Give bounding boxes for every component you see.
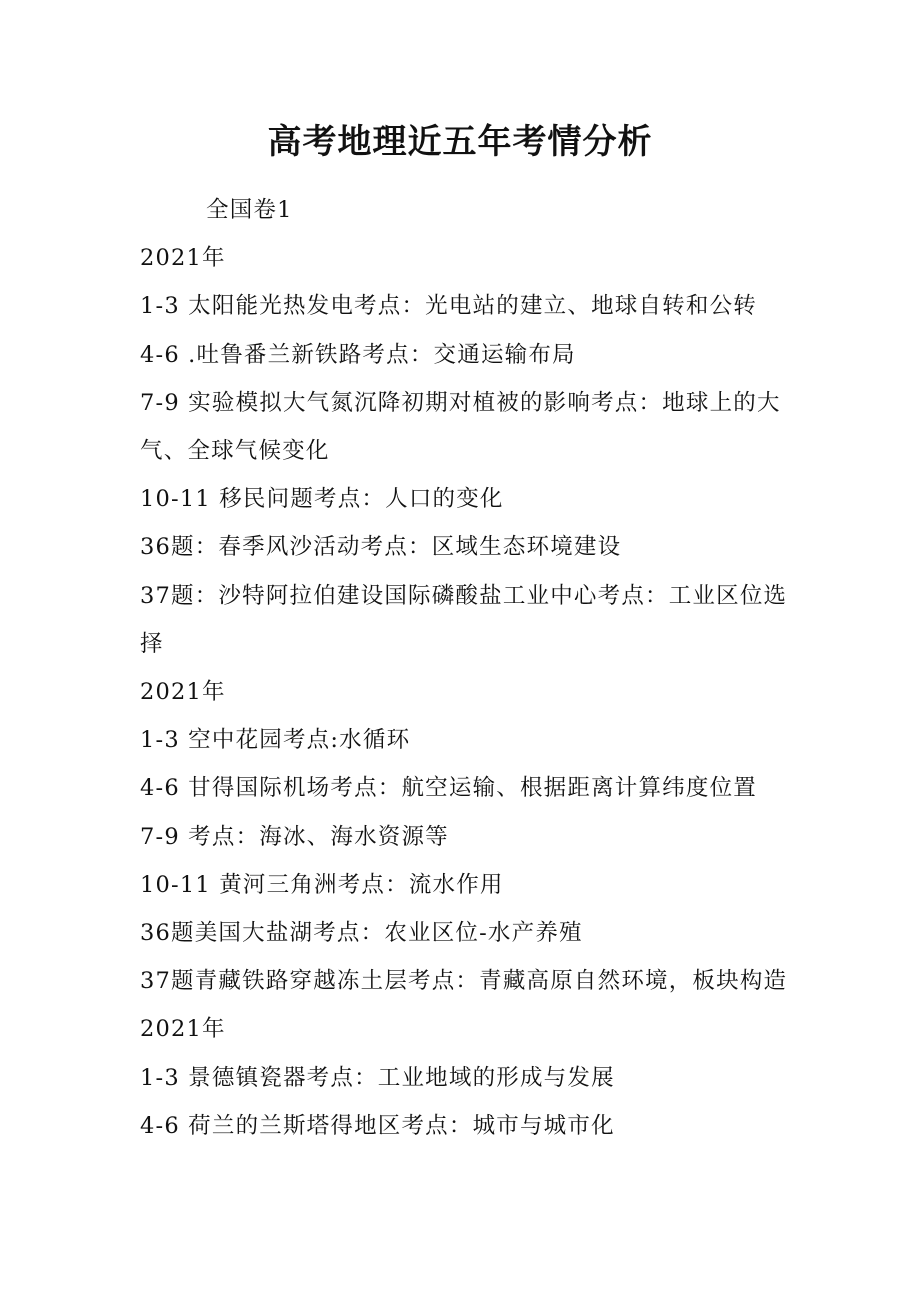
exam-item: 1-3 景德镇瓷器考点：工业地域的形成与发展: [140, 1064, 615, 1091]
year-heading: 2021年: [140, 679, 226, 706]
paper-label: 全国卷1: [206, 197, 293, 223]
exam-item: 37题青藏铁路穿越冻土层考点：青藏高原自然环境，板块构造: [140, 968, 788, 995]
exam-item: 7-9 实验模拟大气氮沉降初期对植被的影响考点：地球上的大气、全球气候变化: [140, 389, 781, 465]
exam-item: 4-6 甘得国际机场考点：航空运输、根据距离计算纬度位置: [140, 775, 757, 802]
exam-item: 4-6 .吐鲁番兰新铁路考点：交通运输布局: [140, 341, 576, 368]
exam-item: 36题：春季风沙活动考点：区域生态环境建设: [140, 534, 622, 561]
exam-item: 37题：沙特阿拉伯建设国际磷酸盐工业中心考点：工业区位选择: [140, 582, 788, 657]
year-heading: 2021年: [140, 245, 226, 272]
exam-item: 10-11 黄河三角洲考点：流水作用: [140, 871, 504, 898]
exam-item: 10-11 移民问题考点：人口的变化: [140, 486, 504, 513]
exam-item: 1-3 空中花园考点:水循环: [140, 727, 411, 754]
year-heading: 2021年: [140, 1016, 226, 1043]
exam-item: 7-9 考点：海冰、海水资源等: [140, 823, 449, 850]
exam-item: 36题美国大盐湖考点：农业区位-水产养殖: [140, 920, 583, 947]
document-body: [140, 186, 790, 1150]
document-title: 高考地理近五年考情分析: [267, 122, 653, 162]
exam-item: 1-3 太阳能光热发电考点：光电站的建立、地球自转和公转: [140, 293, 757, 320]
exam-item: 4-6 荷兰的兰斯塔得地区考点：城市与城市化: [140, 1112, 615, 1139]
